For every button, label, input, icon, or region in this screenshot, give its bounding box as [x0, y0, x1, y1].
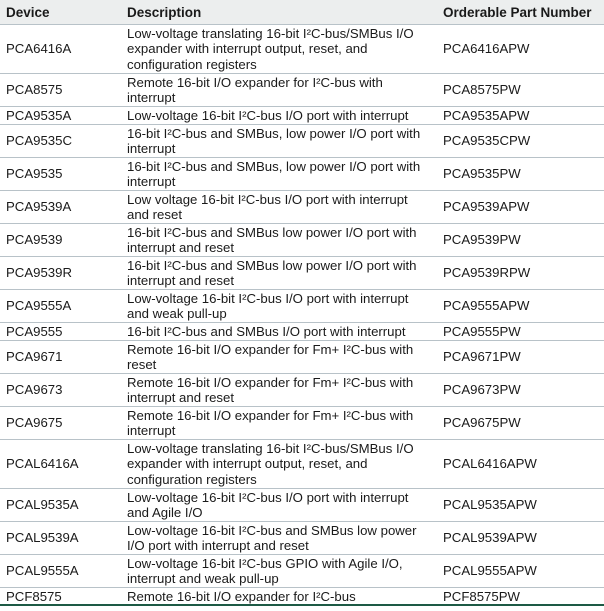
part-number-cell: PCAL9535APW: [443, 497, 537, 513]
device-cell: PCA9535: [6, 166, 63, 182]
device-cell: PCF8575: [6, 588, 62, 604]
device-cell: PCA6416A: [6, 41, 72, 57]
device-cell: PCA9675: [6, 415, 63, 431]
table-row: [0, 157, 604, 190]
description-cell: Low-voltage 16-bit I²C-bus I/O port with interrupt and Agile I/O: [127, 489, 409, 520]
table-row: [0, 554, 604, 587]
device-cell: PCA9539R: [6, 265, 72, 281]
device-cell: PCA9555A: [6, 298, 72, 314]
description-cell: Low-voltage 16-bit I²C-bus and SMBus low power I/O port with interrupt and reset: [127, 522, 417, 553]
device-cell: PCA9673: [6, 382, 63, 398]
table-row: [0, 587, 604, 605]
part-number-cell: PCAL9539APW: [443, 530, 537, 546]
part-number-cell: PCA9535PW: [443, 166, 521, 182]
part-number-cell: PCA9555PW: [443, 323, 521, 339]
description-cell: Low voltage 16-bit I²C-bus I/O port with interrupt and reset: [127, 191, 408, 222]
description-cell: Remote 16-bit I/O expander for Fm+ I²C-bus with interrupt and reset: [127, 374, 414, 405]
part-number-cell: PCA9539PW: [443, 232, 521, 248]
device-cell: PCAL9539A: [6, 530, 79, 546]
part-number-cell: PCA9671PW: [443, 349, 521, 365]
table-header: [0, 0, 604, 24]
part-number-cell: PCA9675PW: [443, 415, 521, 431]
description-cell: 16-bit I²C-bus and SMBus low power I/O port with interrupt and reset: [127, 257, 417, 288]
header-device: Device: [6, 5, 50, 20]
description-cell: 16-bit I²C-bus and SMBus I/O port with interrupt: [127, 323, 406, 339]
description-cell: Low-voltage 16-bit I²C-bus I/O port with interrupt: [127, 107, 409, 123]
part-number-cell: PCA9535CPW: [443, 133, 531, 149]
table-row: [0, 340, 604, 373]
part-number-cell: PCA9555APW: [443, 298, 530, 314]
table-row: [0, 223, 604, 256]
description-cell: Remote 16-bit I/O expander for Fm+ I²C-bus with interrupt: [127, 407, 414, 438]
part-number-cell: PCA8575PW: [443, 82, 521, 98]
part-number-cell: PCA9673PW: [443, 382, 521, 398]
header-part-number: Orderable Part Number: [443, 5, 592, 20]
device-cell: PCA9555: [6, 323, 63, 339]
description-cell: 16-bit I²C-bus and SMBus, low power I/O port with interrupt: [127, 158, 421, 189]
table-row: [0, 406, 604, 439]
table-row: [0, 488, 604, 521]
description-cell: Low-voltage 16-bit I²C-bus GPIO with Agile I/O, interrupt and weak pull-up: [127, 555, 403, 586]
part-number-cell: PCA6416APW: [443, 41, 530, 57]
device-cell: PCA9539: [6, 232, 63, 248]
table-row: [0, 289, 604, 322]
header-row: [0, 0, 604, 24]
table-row: [0, 24, 604, 73]
device-cell: PCA8575: [6, 82, 63, 98]
table-body: [0, 24, 604, 605]
description-cell: Low-voltage translating 16-bit I²C-bus/SMBus I/O expander with interrupt output, reset, and configuration registers: [127, 440, 414, 487]
device-cell: PCAL6416A: [6, 456, 79, 472]
device-cell: PCAL9555A: [6, 563, 79, 579]
table-row: [0, 322, 604, 340]
table-row: [0, 256, 604, 289]
device-cell: PCA9535A: [6, 107, 72, 123]
description-cell: Remote 16-bit I/O expander for I²C-bus: [127, 588, 356, 604]
device-cell: PCA9535C: [6, 133, 72, 149]
part-number-cell: PCAL9555APW: [443, 563, 537, 579]
table-row: [0, 124, 604, 157]
description-cell: 16-bit I²C-bus and SMBus, low power I/O port with interrupt: [127, 125, 421, 156]
part-number-cell: PCA9539RPW: [443, 265, 531, 281]
description-cell: 16-bit I²C-bus and SMBus low power I/O port with interrupt and reset: [127, 224, 417, 255]
device-cell: PCA9539A: [6, 199, 72, 215]
table-row: [0, 190, 604, 223]
part-number-cell: PCA9539APW: [443, 199, 530, 215]
part-number-cell: PCF8575PW: [443, 588, 520, 604]
part-number-cell: PCAL6416APW: [443, 456, 537, 472]
description-cell: Remote 16-bit I/O expander for Fm+ I²C-bus with reset: [127, 341, 414, 372]
table-row: [0, 373, 604, 406]
device-cell: PCA9671: [6, 349, 63, 365]
table-row: [0, 521, 604, 554]
device-cell: PCAL9535A: [6, 497, 79, 513]
part-number-cell: PCA9535APW: [443, 107, 530, 123]
table-row: [0, 439, 604, 488]
table-row: [0, 73, 604, 106]
table-row: [0, 106, 604, 124]
description-cell: Remote 16-bit I/O expander for I²C-bus with interrupt: [127, 74, 383, 105]
description-cell: Low-voltage 16-bit I²C-bus I/O port with interrupt and weak pull-up: [127, 290, 409, 321]
header-description: Description: [127, 5, 202, 20]
description-cell: Low-voltage translating 16-bit I²C-bus/SMBus I/O expander with interrupt output, reset, and configuration registers: [127, 25, 414, 72]
